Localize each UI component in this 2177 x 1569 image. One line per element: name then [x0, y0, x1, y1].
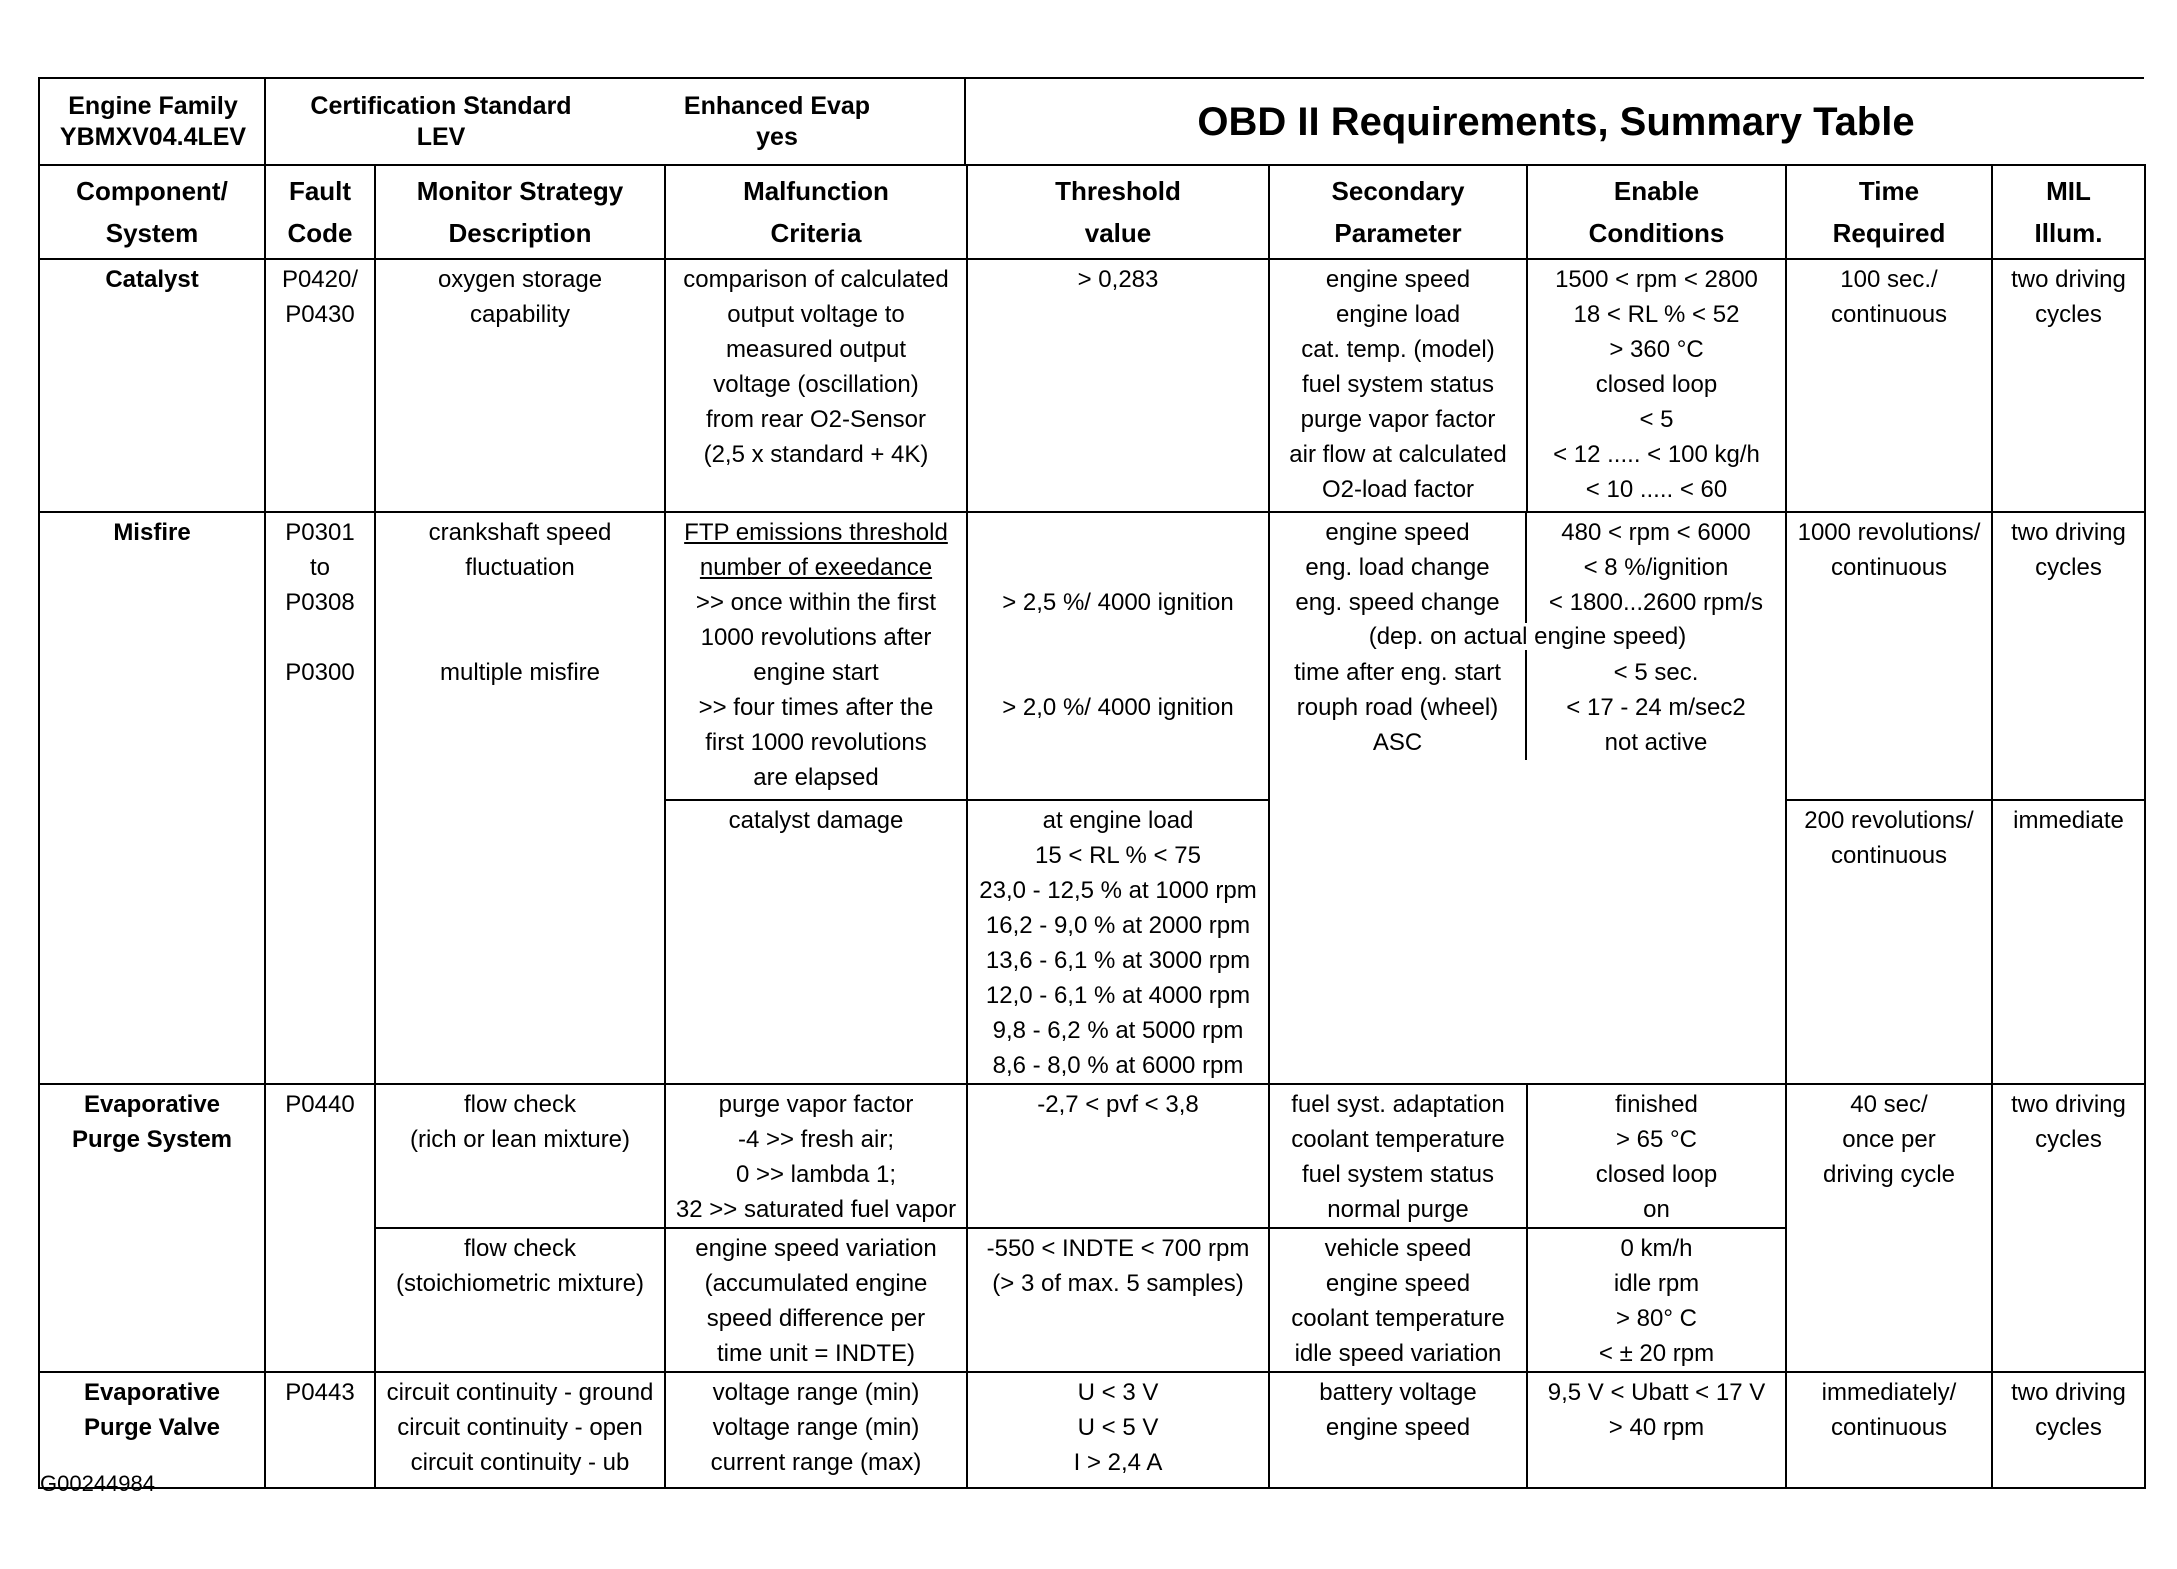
table-row-evap-purge — [39, 1084, 2145, 1228]
catalyst-component: Catalyst — [39, 259, 265, 512]
evap-purge-criteria-a: purge vapor factor -4 >> fresh air; 0 >> lambda 1; 32 >> saturated fuel vapor — [665, 1084, 967, 1228]
misfire-time-b: 200 revolutions/ continuous — [1786, 800, 1992, 1084]
page-title: OBD II Requirements, Summary Table — [1197, 99, 1915, 144]
col-component: Component/ System — [39, 165, 265, 259]
evap-valve-threshold: U < 3 V U < 5 V I > 2,4 A — [967, 1372, 1269, 1488]
enhanced-evap-label: Enhanced Evap — [683, 91, 871, 120]
catalyst-enable: 1500 < rpm < 2800 18 < RL % < 52 > 360 °C closed loop < 5 < 12 ..... < 100 kg/h < 10 ..... < 60 — [1527, 259, 1786, 512]
catalyst-mil: two driving cycles — [1992, 259, 2145, 512]
evap-purge-component: Evaporative Purge System — [39, 1084, 265, 1372]
table-row-catalyst — [39, 259, 2145, 512]
catalyst-fault: P0420/ P0430 — [265, 259, 375, 512]
evap-purge-strategy-a: flow check (rich or lean mixture) — [375, 1084, 665, 1228]
evap-valve-component: Evaporative Purge Valve — [39, 1372, 265, 1488]
title-cell — [964, 77, 2146, 166]
table-row-misfire — [39, 512, 2145, 800]
figure-id: G00244984 — [40, 1471, 155, 1496]
misfire-secondary-enable: engine speed eng. load change eng. speed change time after eng. start rouph road (wheel) ASC 480 < rpm < 6000 < 8 %/ignition < 1800...2600 rpm/s < 5 sec. < 17 - 24 m/sec2 not active (dep. on actual engine speed) — [1269, 512, 1786, 1084]
evap-purge-threshold-a: -2,7 < pvf < 3,8 — [967, 1084, 1269, 1228]
misfire-criteria-b: catalyst damage — [665, 800, 967, 1084]
misfire-threshold-b: at engine load 15 < RL % < 75 23,0 - 12,5 % at 1000 rpm 16,2 - 9,0 % at 2000 rpm 13,6 - 6,1 % at 3000 rpm 12,0 - 6,1 % at 4000 rpm 9,8 - 6,2 % at 5000 rpm 8,6 - 8,0 % at 6000 rpm — [967, 800, 1269, 1084]
catalyst-strategy: oxygen storage capability — [375, 259, 665, 512]
evap-purge-fault: P0440 — [265, 1084, 375, 1372]
table-row-evap-valve — [39, 1372, 2145, 1488]
evap-purge-enable-b: 0 km/h idle rpm > 80° C < ± 20 rpm — [1527, 1228, 1786, 1372]
catalyst-threshold: > 0,283 — [967, 259, 1269, 512]
catalyst-time: 100 sec./ continuous — [1786, 259, 1992, 512]
catalyst-criteria: comparison of calculated output voltage to measured output voltage (oscillation) from rear O2-Sensor (2,5 x standard + 4K) — [665, 259, 967, 512]
engine-family-cell — [38, 77, 266, 166]
evap-purge-threshold-b: -550 < INDTE < 700 rpm (> 3 of max. 5 samples) — [967, 1228, 1269, 1372]
misfire-strategy: crankshaft speed fluctuation multiple misfire — [375, 512, 665, 1084]
header-band — [38, 77, 2144, 166]
evap-purge-strategy-b: flow check (stoichiometric mixture) — [375, 1228, 665, 1372]
evap-valve-criteria: voltage range (min) voltage range (min) current range (max) — [665, 1372, 967, 1488]
misfire-mil-a: two driving cycles — [1992, 512, 2145, 800]
misfire-time-a: 1000 revolutions/ continuous — [1786, 512, 1992, 800]
evap-purge-secondary-a: fuel syst. adaptation coolant temperature fuel system status normal purge — [1269, 1084, 1527, 1228]
misfire-mil-b: immediate — [1992, 800, 2145, 1084]
evap-purge-time: 40 sec/ once per driving cycle — [1786, 1084, 1992, 1372]
col-malfunction-criteria: Malfunction Criteria — [665, 165, 967, 259]
evap-purge-criteria-b: engine speed variation (accumulated engine speed difference per time unit = INDTE) — [665, 1228, 967, 1372]
misfire-component: Misfire — [39, 512, 265, 1084]
misfire-criteria-a: FTP emissions threshold number of exeedance >> once within the first 1000 revolutions after engine start >> four times after the first 1000 revolutions are elapsed — [665, 512, 967, 800]
col-secondary-parameter: Secondary Parameter — [1269, 165, 1527, 259]
certification-cell — [264, 77, 871, 166]
catalyst-secondary: engine speed engine load cat. temp. (model) fuel system status purge vapor factor air flow at calculated O2-load factor — [1269, 259, 1527, 512]
column-header-row — [39, 165, 2145, 259]
engine-family-label: Engine Family — [68, 91, 238, 120]
evap-purge-enable-a: finished > 65 °C closed loop on — [1527, 1084, 1786, 1228]
col-mil-illum: MIL Illum. — [1992, 165, 2145, 259]
col-monitor-strategy: Monitor Strategy Description — [375, 165, 665, 259]
certification-label: Certification Standard — [310, 91, 572, 120]
misfire-enable: 480 < rpm < 6000 < 8 %/ignition < 1800...2600 rpm/s < 5 sec. < 17 - 24 m/sec2 not active — [1525, 513, 1785, 760]
enhanced-evap-value: yes — [756, 122, 798, 151]
col-fault-code: Fault Code — [265, 165, 375, 259]
evap-valve-mil: two driving cycles — [1992, 1372, 2145, 1488]
certification-value: LEV — [416, 122, 466, 151]
misfire-fault: P0301 to P0308 P0300 — [265, 512, 375, 1084]
evap-valve-secondary: battery voltage engine speed — [1269, 1372, 1527, 1488]
evap-valve-fault: P0443 — [265, 1372, 375, 1488]
col-enable-conditions: Enable Conditions — [1527, 165, 1786, 259]
engine-family-value: YBMXV04.4LEV — [59, 122, 247, 151]
evap-purge-mil: two driving cycles — [1992, 1084, 2145, 1372]
evap-valve-time: immediately/ continuous — [1786, 1372, 1992, 1488]
evap-purge-secondary-b: vehicle speed engine speed coolant temperature idle speed variation — [1269, 1228, 1527, 1372]
evap-valve-strategy: circuit continuity - ground circuit continuity - open circuit continuity - ub — [375, 1372, 665, 1488]
evap-valve-enable: 9,5 V < Ubatt < 17 V > 40 rpm — [1527, 1372, 1786, 1488]
misfire-threshold-a: > 2,5 %/ 4000 ignition > 2,0 %/ 4000 ignition — [967, 512, 1269, 800]
obd-summary-table — [38, 164, 2146, 1489]
col-threshold-value: Threshold value — [967, 165, 1269, 259]
col-time-required: Time Required — [1786, 165, 1992, 259]
misfire-secondary: engine speed eng. load change eng. speed change time after eng. start rouph road (wheel) ASC — [1294, 519, 1501, 756]
